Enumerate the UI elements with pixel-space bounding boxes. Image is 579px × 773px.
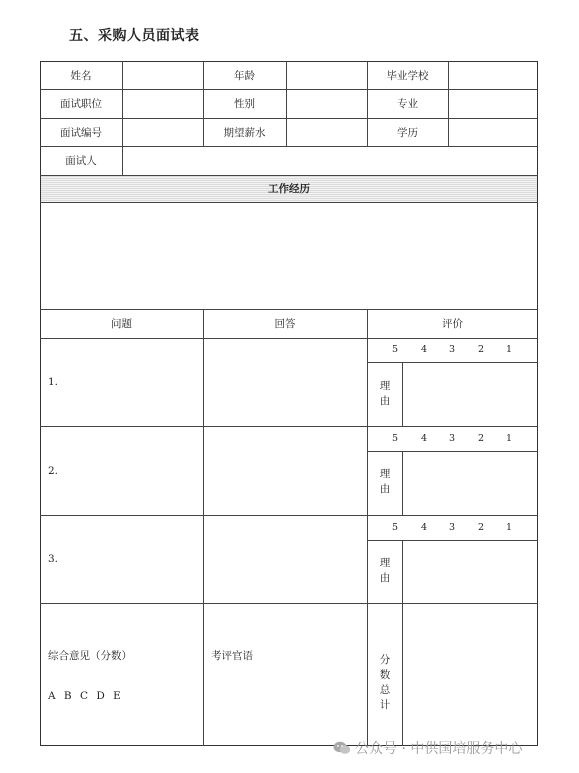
score-1[interactable]: 1: [506, 344, 513, 355]
header-question: 问题: [111, 318, 132, 330]
reason-3-input[interactable]: [403, 541, 538, 603]
score-3[interactable]: 3: [449, 344, 456, 355]
reason-3-label: 理由: [379, 557, 391, 584]
input-gender[interactable]: [286, 89, 367, 118]
wechat-icon: [333, 741, 351, 755]
label-position: 面试职位: [60, 98, 102, 110]
input-interview-number[interactable]: [122, 118, 203, 146]
question-1-label: 1.: [48, 376, 59, 388]
label-major: 专业: [397, 98, 418, 110]
answer-1-input[interactable]: [203, 338, 367, 426]
score-4[interactable]: 4: [421, 344, 428, 355]
label-school: 毕业学校: [386, 69, 429, 82]
total-score-input[interactable]: [403, 604, 538, 746]
score-1[interactable]: 1: [506, 433, 513, 444]
score-5[interactable]: 5: [392, 344, 399, 355]
answer-3-input[interactable]: [203, 515, 367, 603]
label-age: 年龄: [234, 69, 255, 82]
label-name: 姓名: [70, 69, 92, 82]
form-title: 五、采购人员面试表: [69, 28, 200, 44]
work-experience-input[interactable]: [40, 202, 538, 309]
reason-2-input[interactable]: [403, 452, 538, 515]
question-2-label: 2.: [48, 464, 59, 477]
reason-1-input[interactable]: [403, 363, 538, 426]
label-education: 学历: [397, 126, 418, 139]
examiner-comment-label: 考评官语: [211, 649, 253, 662]
input-school[interactable]: [448, 61, 538, 89]
input-name[interactable]: [122, 61, 203, 89]
answer-2-input[interactable]: [203, 426, 367, 515]
score-2[interactable]: 2: [478, 522, 485, 533]
score-3[interactable]: 3: [449, 522, 456, 533]
label-interview-number: 面试编号: [60, 126, 102, 139]
input-expected-salary[interactable]: [286, 118, 367, 146]
input-education[interactable]: [448, 118, 538, 146]
total-score-label: 分数总计: [379, 654, 391, 711]
score-5[interactable]: 5: [392, 433, 399, 444]
overall-opinion-label: 综合意见（分数）: [48, 649, 132, 662]
score-5[interactable]: 5: [392, 522, 399, 533]
label-expected-salary: 期望薪水: [223, 126, 266, 139]
header-answer: 回答: [274, 318, 296, 330]
watermark-text: 公众号 · 中供国培服务中心: [355, 741, 523, 757]
score-1[interactable]: 1: [506, 522, 513, 533]
input-position[interactable]: [122, 89, 203, 118]
question-3-label: 3.: [48, 553, 59, 565]
input-interviewer[interactable]: [122, 146, 538, 175]
score-2[interactable]: 2: [478, 433, 485, 444]
header-evaluation: 评价: [442, 318, 463, 330]
input-major[interactable]: [448, 89, 538, 118]
score-2[interactable]: 2: [478, 344, 485, 355]
score-3[interactable]: 3: [449, 433, 456, 444]
label-interviewer: 面试人: [65, 155, 97, 167]
score-4[interactable]: 4: [421, 522, 428, 533]
reason-2-label: 理由: [379, 468, 391, 495]
grade-options[interactable]: A B C D E: [48, 690, 121, 702]
label-gender: 性别: [234, 98, 255, 110]
reason-1-label: 理由: [379, 380, 391, 407]
score-4[interactable]: 4: [421, 433, 428, 444]
wechat-watermark: [333, 738, 522, 758]
input-age[interactable]: [286, 61, 367, 89]
work-experience-heading: 工作经历: [268, 183, 310, 195]
